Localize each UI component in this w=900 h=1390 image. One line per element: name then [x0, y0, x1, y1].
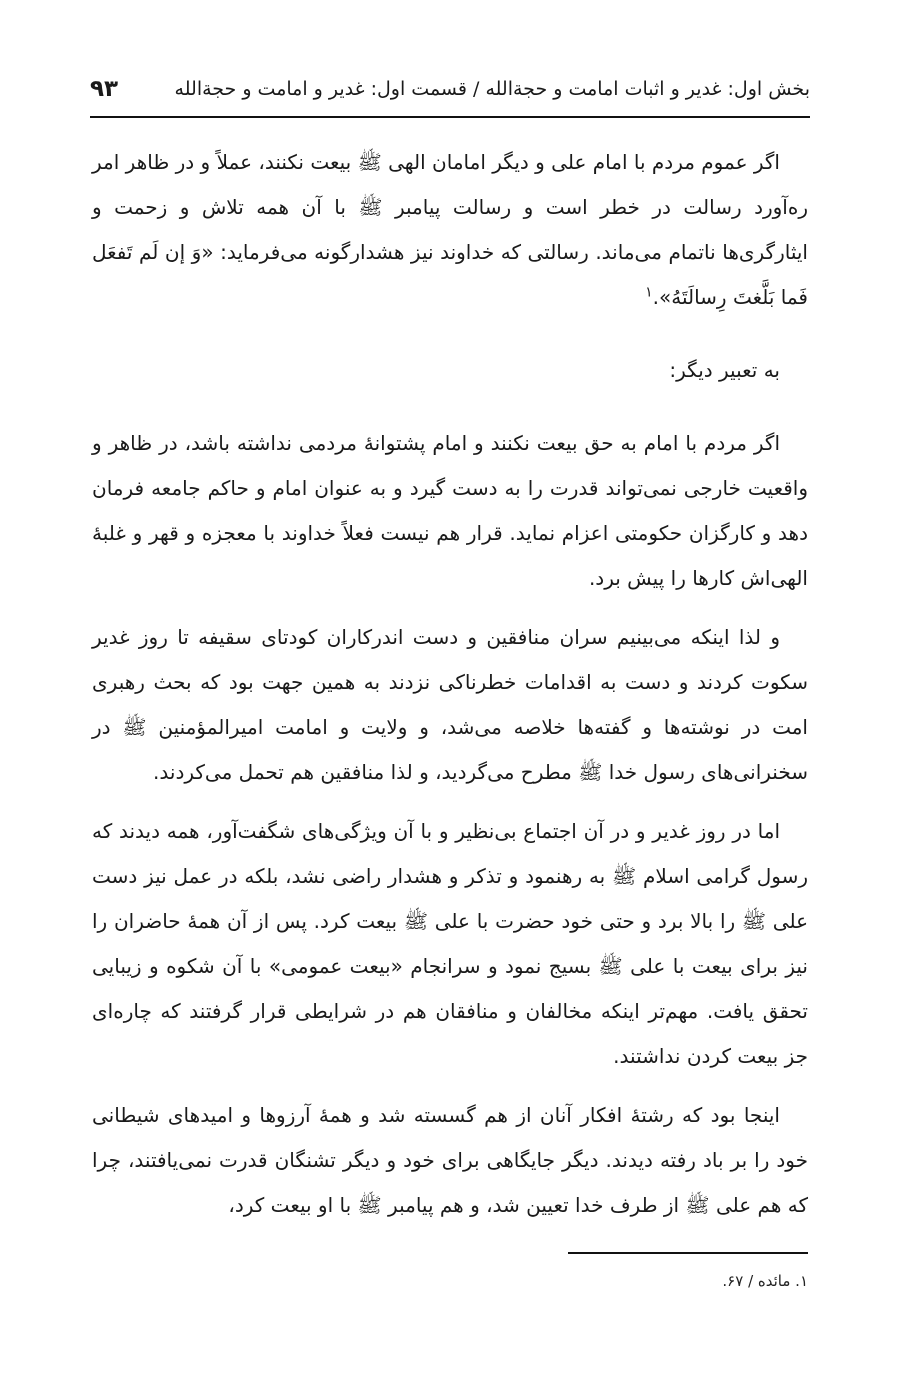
paragraph-1 — [92, 140, 808, 320]
paragraph-6: اینجا بود که رشتهٔ افکار آنان از هم گسسته شد و همهٔ آرزوها و امیدهای شیطانی خود را بر باد رفته دیدند. دیگر جایگاهی برای خود و دیگر تشنگان قدرت نمی‌یافتند، چرا که هم علی ﷺ از طرف خدا تعیین شد، و هم پیامبر ﷺ با او بیعت کرد، — [92, 1103, 808, 1217]
paragraph-1-text: اگر عموم مردم با امام علی و دیگر امامان الهی ﷺ بیعت نکنند، عملاً و در ظاهر امر ره‌آورد رسالت در خطر است و رسالت پیامبر ﷺ با آن همه تلاش و زحمت و ایثارگری‌ها ناتمام می‌ماند. رسالتی که خداوند نیز هشدارگونه می‌فرماید: «وَ إن لَم تَفعَل فَما بَلَّغتَ رِسالَتَهُ». — [92, 150, 808, 309]
footnote: ۱. مائده / ۶۷. — [722, 1272, 808, 1290]
paragraph-5: اما در روز غدیر و در آن اجتماع بی‌نظیر و با آن ویژگی‌های شگفت‌آور، همه دیدند که رسول گرامی اسلام ﷺ به رهنمود و تذکر و هشدار راضی نشد، بلکه در عمل نیز دست علی ﷺ را بالا برد و حتی خود حضرت با علی ﷺ بیعت کرد. پس از آن همهٔ حاضران را نیز برای بیعت با علی ﷺ بسیج نمود و سرانجام «بیعت عمومی» با آن شکوه و زیبایی تحقق یافت. مهم‌تر اینکه مخالفان و منافقان هم در شرایطی قرار گرفتند که چاره‌ای جز بیعت کردن نداشتند. — [92, 819, 808, 1068]
footnote-separator — [568, 1252, 808, 1254]
body-text — [92, 140, 808, 1242]
paragraph-2: به تعبیر دیگر: — [669, 358, 780, 382]
running-header — [90, 62, 810, 118]
paragraph-4: و لذا اینکه می‌بینیم سران منافقین و دست اندرکاران کودتای سقیفه تا روز غدیر سکوت کردند و دست به اقدامات خطرناکی نزدند به همین جهت بود که بحث رهبری امت در نوشته‌ها و گفته‌ها خلاصه می‌شد، و ولایت و امامت امیرالمؤمنین ﷺ در سخنرانی‌های رسول خدا ﷺ مطرح می‌گردید، و لذا منافقین هم تحمل می‌کردند. — [92, 625, 808, 784]
paragraph-3: اگر مردم با امام به حق بیعت نکنند و امام پشتوانهٔ مردمی نداشته باشد، در ظاهر و واقعیت خارجی نمی‌تواند قدرت را به دست گیرد و به عنوان امام و حاکم جامعه فرمان دهد و کارگزان حکومتی اعزام نماید. قرار هم نیست فعلاً خداوند با معجزه و قهر و غلبهٔ الهی‌اش کارها را پیش برد. — [92, 431, 808, 590]
page-number: ۹۳ — [90, 76, 119, 102]
footnote-ref: ۱ — [645, 284, 653, 301]
header-title: بخش اول: غدیر و اثبات امامت و حجةالله / قسمت اول: غدیر و امامت و حجةالله — [174, 78, 810, 100]
